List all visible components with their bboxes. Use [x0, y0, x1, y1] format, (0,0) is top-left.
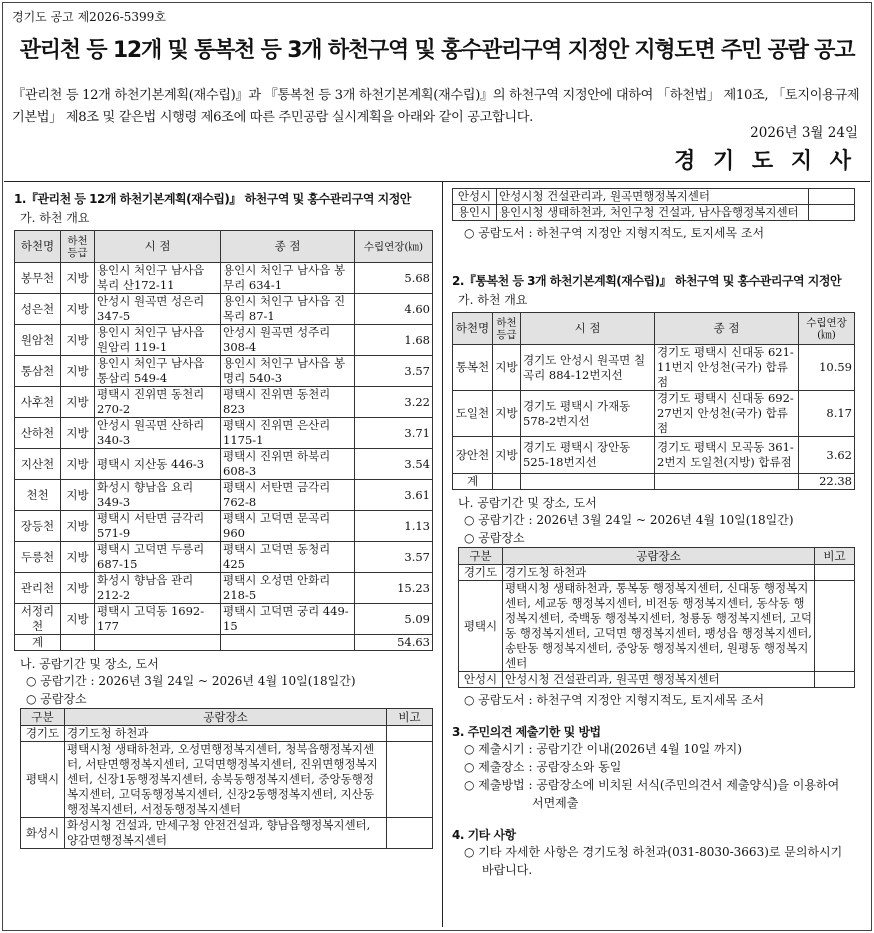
length-km: 3.22	[355, 387, 433, 418]
section-3-heading: 3. 주민의견 제출기한 및 방법	[452, 725, 601, 739]
river-grade: 지방	[61, 418, 95, 449]
section-1-sub-b: 나. 공람기간 및 장소, 도서	[20, 657, 159, 671]
end-point: 용인시 처인구 남사읍 진목리 87-1	[221, 294, 355, 325]
section-2-period: ○ 공람기간 : 2026년 3월 24일 ~ 2026년 4월 10일(18일간)	[464, 513, 794, 527]
start-point: 경기도 안성시 원곡면 칠곡리 884-12번지선	[521, 345, 655, 391]
table-row	[15, 418, 433, 449]
river-grade: 지방	[493, 391, 521, 437]
table-row	[459, 672, 855, 688]
river-name: 통삼천	[15, 356, 61, 387]
start-point: 경기도 평택시 가재동 578-2번지선	[521, 391, 655, 437]
section-3-line: 서면제출	[532, 796, 579, 810]
length-km: 3.62	[799, 437, 855, 474]
place-division: 화성시	[21, 818, 65, 849]
table-row	[15, 325, 433, 356]
table-row	[15, 294, 433, 325]
length-km: 4.60	[355, 294, 433, 325]
section-2	[452, 272, 862, 879]
section-2-sub-a: 가. 하천 개요	[458, 293, 528, 307]
section-4-line: ○ 기타 자세한 사항은 경기도청 하천과(031-8030-3663)로 문의하시기	[464, 845, 843, 859]
start-point: 화성시 향남읍 요리 349-3	[95, 480, 221, 511]
table-row	[15, 263, 433, 294]
col-header: 공람장소	[503, 548, 815, 565]
total-value: 54.63	[355, 635, 433, 651]
section-2-docs: ○ 공람도서 : 하천구역 지정안 지형지적도, 토지세목 조서	[464, 693, 765, 707]
section-1-heading: 1.『관리천 등 12개 하천기본계획(재수립)』 하천구역 및 홍수관리구역 지정안	[14, 192, 411, 206]
place-list: 평택시청 생태하천과, 오성면행정복지센터, 청북읍행정복지센터, 서탄면행정복지센터, 고덕면행정복지센터, 진위면행정복지센터, 신장1동행정복지센터, 송북동행정복지센터, 중앙동행정복지센터, 고덕동행정복지센터, 신장2동행정복지센터, 지산동행정복지센터, 서정동행정복지센터	[65, 742, 387, 818]
place-division: 안성시	[453, 189, 497, 205]
start-point: 평택시 진위면 동천리 270-2	[95, 387, 221, 418]
section-2-heading: 2.『통복천 등 3개 하천기본계획(재수립)』 하천구역 및 홍수관리구역 지정안	[452, 274, 842, 288]
table-row	[15, 604, 433, 635]
start-point: 경기도 평택시 장안동 525-18번지선	[521, 437, 655, 474]
end-point: 용인시 처인구 남사읍 봉명리 540-3	[221, 356, 355, 387]
section-1-cont	[452, 188, 862, 242]
end-point: 평택시 진위면 은산리 1175-1	[221, 418, 355, 449]
end-point: 경기도 평택시 신대동 692-27번지 안성천(국가) 합류점	[655, 391, 799, 437]
total-row	[453, 474, 855, 490]
table-row	[453, 391, 855, 437]
empty-cell	[493, 474, 521, 490]
place-list: 안성시청 건설관리과, 원곡면 행정복지센터	[503, 672, 815, 688]
empty-cell	[521, 474, 655, 490]
col-header: 시 점	[95, 231, 221, 263]
river-name: 서정리천	[15, 604, 61, 635]
col-header: 하천명	[15, 231, 61, 263]
place-table-2	[458, 547, 855, 688]
river-table-1	[14, 230, 433, 651]
place-note	[387, 742, 433, 818]
river-grade: 지방	[61, 263, 95, 294]
river-name: 산하천	[15, 418, 61, 449]
place-division: 평택시	[459, 581, 503, 672]
table-row	[15, 387, 433, 418]
river-name: 관리천	[15, 573, 61, 604]
section-4-line: 바랍니다.	[482, 863, 533, 877]
table-row	[15, 542, 433, 573]
river-grade: 지방	[61, 573, 95, 604]
table-row	[459, 565, 855, 581]
empty-cell	[221, 635, 355, 651]
river-grade: 지방	[61, 480, 95, 511]
end-point: 평택시 진위면 동천리 823	[221, 387, 355, 418]
intro-paragraph: 『관리천 등 12개 하천기본계획(재수립)』과 『통복천 등 3개 하천기본계획(재수립)』의 하천구역 지정안에 대하여 「하천법」 제10조, 「토지이용규제기본법」 제8조 및 같은법 시행령 제6조에 따른 주민공람 실시계획을 아래와 같이 공고합니다.	[12, 88, 860, 125]
length-km: 3.71	[355, 418, 433, 449]
end-point: 안성시 원곡면 성주리 308-4	[221, 325, 355, 356]
section-1-period: ○ 공람기간 : 2026년 3월 24일 ~ 2026년 4월 10일(18일간)	[26, 674, 356, 688]
place-note	[815, 672, 855, 688]
start-point: 평택시 고덕면 두릉리 687-15	[95, 542, 221, 573]
river-name: 통복천	[453, 345, 493, 391]
river-grade: 지방	[61, 511, 95, 542]
start-point: 평택시 고덕동 1692-177	[95, 604, 221, 635]
start-point: 용인시 처인구 남사읍 원암리 119-1	[95, 325, 221, 356]
section-1-place-label: ○ 공람장소	[26, 692, 87, 706]
section-2-sub-b: 나. 공람기간 및 장소, 도서	[458, 496, 597, 510]
start-point: 용인시 처인구 남사읍 통삼리 549-4	[95, 356, 221, 387]
river-grade: 지방	[61, 325, 95, 356]
table-row	[21, 818, 433, 849]
place-division: 경기도	[21, 726, 65, 742]
col-header: 수립연장(㎞)	[355, 231, 433, 263]
river-name: 두릉천	[15, 542, 61, 573]
section-4-heading: 4. 기타 사항	[452, 828, 516, 842]
place-division: 안성시	[459, 672, 503, 688]
section-3-line: ○ 제출장소 : 공람장소와 동일	[464, 760, 622, 774]
end-point: 평택시 고덕면 궁리 449-15	[221, 604, 355, 635]
start-point: 용인시 처인구 남사읍 북리 산172-11	[95, 263, 221, 294]
col-header: 종 점	[655, 313, 799, 345]
table-row	[15, 511, 433, 542]
end-point: 평택시 진위면 하북리 608-3	[221, 449, 355, 480]
column-divider	[442, 182, 443, 927]
end-point: 평택시 고덕면 문곡리 960	[221, 511, 355, 542]
table-row	[15, 356, 433, 387]
header-divider	[4, 181, 870, 182]
section-1-sub-a: 가. 하천 개요	[20, 211, 90, 225]
total-row	[15, 635, 433, 651]
notice-date: 2026년 3월 24일	[750, 125, 858, 141]
table-row	[15, 449, 433, 480]
place-list: 평택시청 생태하천과, 통복동 행정복지센터, 신대동 행정복지센터, 세교동 행정복지센터, 비전동 행정복지센터, 동삭동 행정복지센터, 죽백동 행정복지센터, 청룡동 행정복지센터, 고덕동 행정복지센터, 고덕면 행정복지센터, 팽성읍 행정복지센터, 송탄동 행정복지센터, 중앙동 행정복지센터, 원평동 행정복지센터	[503, 581, 815, 672]
col-header: 구분	[459, 548, 503, 565]
col-header: 비고	[387, 709, 433, 726]
place-list: 화성시청 건설과, 만세구청 안전건설과, 향남읍행정복지센터, 양감면행정복지센터	[65, 818, 387, 849]
table-row	[453, 189, 855, 205]
place-division: 용인시	[453, 205, 497, 221]
place-list: 용인시청 생태하천과, 처인구청 건설과, 남사읍행정복지센터	[497, 205, 809, 221]
place-note	[809, 205, 855, 221]
end-point: 평택시 고덕면 동청리 425	[221, 542, 355, 573]
section-1-docs: ○ 공람도서 : 하천구역 지정안 지형지적도, 토지세목 조서	[464, 226, 765, 240]
river-grade: 지방	[61, 356, 95, 387]
river-name: 장안천	[453, 437, 493, 474]
total-label: 계	[453, 474, 493, 490]
col-header: 하천명	[453, 313, 493, 345]
river-name: 천천	[15, 480, 61, 511]
table-row	[453, 205, 855, 221]
place-note	[809, 189, 855, 205]
col-header: 공람장소	[65, 709, 387, 726]
end-point: 평택시 오성면 안화리 218-5	[221, 573, 355, 604]
table-row	[459, 581, 855, 672]
col-header: 수립연장(㎞)	[799, 313, 855, 345]
length-km: 10.59	[799, 345, 855, 391]
place-table-1	[20, 708, 433, 849]
river-name: 사후천	[15, 387, 61, 418]
length-km: 15.23	[355, 573, 433, 604]
length-km: 5.68	[355, 263, 433, 294]
end-point: 경기도 평택시 신대동 621-11번지 안성천(국가) 합류점	[655, 345, 799, 391]
table-row	[453, 437, 855, 474]
length-km: 1.13	[355, 511, 433, 542]
section-1	[14, 190, 434, 849]
river-name: 성은천	[15, 294, 61, 325]
river-name: 봉무천	[15, 263, 61, 294]
end-point: 경기도 평택시 모곡동 361-2번지 도일천(지방) 합류점	[655, 437, 799, 474]
total-value: 22.38	[799, 474, 855, 490]
river-name: 지산천	[15, 449, 61, 480]
length-km: 3.61	[355, 480, 433, 511]
col-header: 구분	[21, 709, 65, 726]
issuer-name: 경 기 도 지 사	[674, 149, 856, 174]
length-km: 3.57	[355, 356, 433, 387]
length-km: 8.17	[799, 391, 855, 437]
section-2-place-label: ○ 공람장소	[464, 531, 525, 545]
river-name: 원암천	[15, 325, 61, 356]
place-table-1-cont	[452, 188, 855, 221]
place-division: 평택시	[21, 742, 65, 818]
place-note	[815, 581, 855, 672]
place-note	[815, 565, 855, 581]
start-point: 화성시 향남읍 관리 212-2	[95, 573, 221, 604]
place-list: 경기도청 하천과	[65, 726, 387, 742]
end-point: 평택시 서탄면 금각리 762-8	[221, 480, 355, 511]
section-3-line: ○ 제출방법 : 공람장소에 비치된 서식(주민의견서 제출양식)을 이용하여	[464, 778, 840, 792]
table-row	[21, 726, 433, 742]
start-point: 안성시 원곡면 성은리 347-5	[95, 294, 221, 325]
place-note	[387, 726, 433, 742]
length-km: 3.57	[355, 542, 433, 573]
place-list: 경기도청 하천과	[503, 565, 815, 581]
empty-cell	[61, 635, 95, 651]
table-row	[15, 480, 433, 511]
start-point: 평택시 지산동 446-3	[95, 449, 221, 480]
river-grade: 지방	[61, 542, 95, 573]
table-row	[15, 573, 433, 604]
col-header: 종 점	[221, 231, 355, 263]
start-point: 안성시 원곡면 산하리 340-3	[95, 418, 221, 449]
river-grade: 지방	[61, 294, 95, 325]
start-point: 평택시 서탄면 금각리 571-9	[95, 511, 221, 542]
notice-number: 경기도 공고 제2026-5399호	[12, 10, 166, 24]
col-header: 하천등급	[493, 313, 521, 345]
river-grade: 지방	[61, 449, 95, 480]
section-3-line: ○ 제출시기 : 공람기간 이내(2026년 4월 10일 까지)	[464, 742, 742, 756]
page-title: 관리천 등 12개 및 통복천 등 3개 하천구역 및 홍수관리구역 지정안 지형도면 주민 공람 공고	[19, 38, 855, 63]
river-grade: 지방	[493, 345, 521, 391]
empty-cell	[95, 635, 221, 651]
col-header: 시 점	[521, 313, 655, 345]
table-row	[453, 345, 855, 391]
length-km: 3.54	[355, 449, 433, 480]
col-header: 하천등급	[61, 231, 95, 263]
river-grade: 지방	[61, 604, 95, 635]
total-label: 계	[15, 635, 61, 651]
place-division: 경기도	[459, 565, 503, 581]
river-name: 도일천	[453, 391, 493, 437]
length-km: 1.68	[355, 325, 433, 356]
length-km: 5.09	[355, 604, 433, 635]
place-note	[387, 818, 433, 849]
river-grade: 지방	[61, 387, 95, 418]
col-header: 비고	[815, 548, 855, 565]
end-point: 용인시 처인구 남사읍 봉무리 634-1	[221, 263, 355, 294]
place-list: 안성시청 건설관리과, 원곡면행정복지센터	[497, 189, 809, 205]
river-table-2	[452, 312, 855, 490]
river-grade: 지방	[493, 437, 521, 474]
empty-cell	[655, 474, 799, 490]
table-row	[21, 742, 433, 818]
river-name: 장등천	[15, 511, 61, 542]
